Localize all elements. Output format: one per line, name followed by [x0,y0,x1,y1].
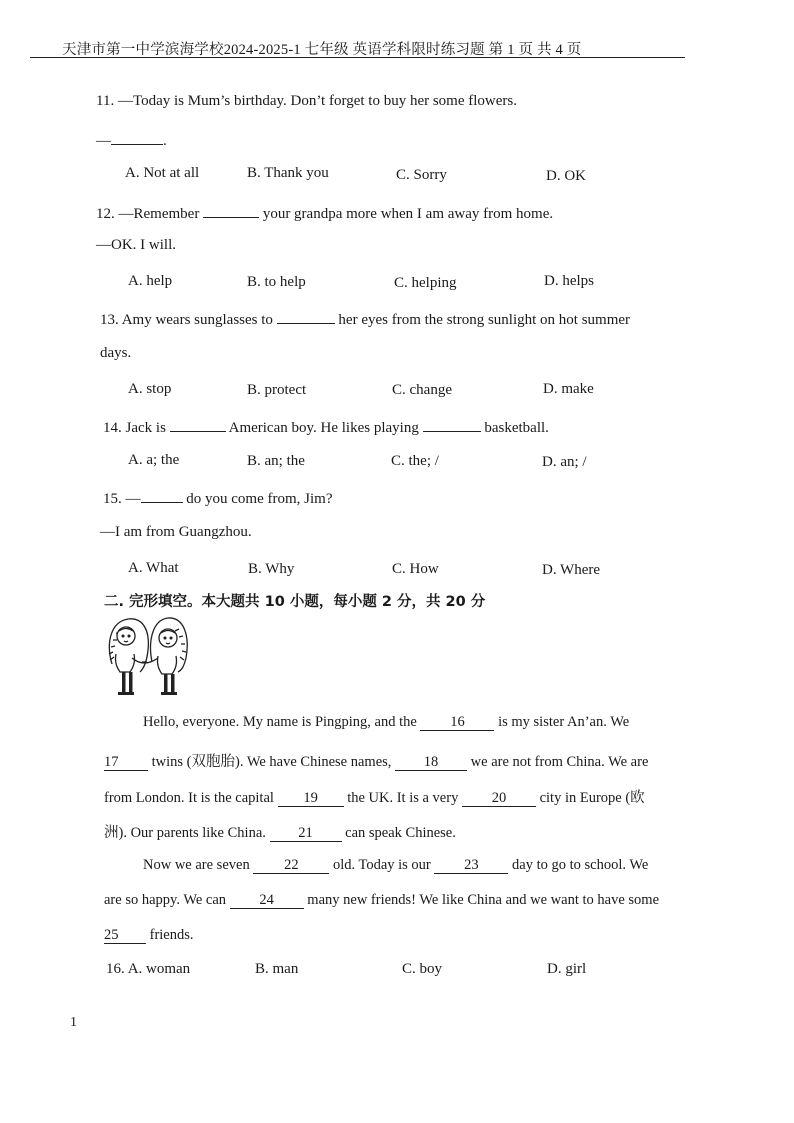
question-number: 12. [96,206,115,222]
question-stem-cont: American boy. He likes playing [228,420,419,436]
passage-line-4 [104,821,456,842]
question-12 [96,203,553,223]
answer-blank[interactable] [277,309,335,324]
page-number: 1 [70,1015,77,1030]
question-stem: — [125,491,141,507]
cloze-blank-19[interactable]: 19 [278,790,344,807]
question-number: 13. [100,312,119,328]
option-b[interactable]: B. Why [248,561,295,577]
option-a[interactable]: A. woman [127,961,191,977]
question-11-reply [96,130,167,150]
option-c[interactable]: C. boy [402,961,443,977]
question-stem-cont: basketball. [484,420,549,436]
option-d[interactable]: D. make [543,381,594,397]
section-title: 二. 完形填空。本大题共 10 小题，每小题 2 分，共 20 分 [104,594,486,610]
question-number: 16. [106,961,125,977]
question-14 [103,417,549,437]
reply-period: . [163,133,167,149]
passage-text: can speak Chinese. [345,825,456,841]
cloze-blank-24[interactable]: 24 [230,892,304,909]
option-d[interactable]: D. an; / [542,454,587,470]
answer-blank[interactable] [141,488,183,503]
option-c[interactable]: C. the; / [391,453,439,469]
option-c[interactable]: C. How [392,561,439,577]
passage-text: Hello, everyone. My name is Pingping, and the [143,714,417,730]
passage-text: we are not from China. We are [470,754,649,770]
question-13 [100,309,630,329]
passage-line-6 [104,892,659,909]
option-b[interactable]: B. man [255,961,299,977]
twin-girls-illustration [104,614,190,698]
passage-text: city in Europe (欧 [539,790,645,806]
option-a[interactable]: A. What [128,560,179,576]
question-12-reply: —OK. I will. [96,237,176,253]
option-c[interactable]: C. helping [394,275,457,291]
cloze-blank-22[interactable]: 22 [253,857,329,874]
option-b[interactable]: B. protect [247,382,307,398]
option-b[interactable]: B. Thank you [247,165,329,181]
passage-line-5 [143,857,648,874]
answer-blank[interactable] [203,203,259,218]
cloze-blank-18[interactable]: 18 [395,754,467,771]
cloze-blank-17[interactable]: 17 [104,754,148,771]
option-b[interactable]: B. to help [247,274,306,290]
passage-text: from London. It is the capital [104,790,274,806]
option-a[interactable]: A. Not at all [125,165,200,181]
option-c[interactable]: C. change [392,382,452,398]
passage-text: are so happy. We can [104,892,227,908]
reply-dash: — [96,133,111,149]
question-16 [106,961,190,978]
passage-text: friends. [149,927,194,943]
question-number: 11. [96,93,115,109]
option-d[interactable]: D. Where [542,562,601,578]
question-11 [96,93,517,110]
question-stem-cont: your grandpa more when I am away from home. [262,206,554,222]
option-a[interactable]: A. a; the [128,452,180,468]
cloze-blank-25[interactable]: 25 [104,927,146,944]
passage-text: the UK. It is a very [347,790,459,806]
option-d[interactable]: D. girl [547,961,587,977]
question-stem: Amy wears sunglasses to [121,312,273,328]
cloze-blank-21[interactable]: 21 [270,825,342,842]
header-divider [30,57,685,58]
passage-text: Now we are seven [143,857,250,873]
passage-line-7 [104,927,194,944]
page-header: 天津市第一中学滨海学校2024-2025-1 七年级 英语学科限时练习题 第 1 页 共 4 页 [62,42,582,58]
answer-blank[interactable] [423,417,481,432]
cloze-blank-16[interactable]: 16 [420,714,494,731]
question-number: 15. [103,491,122,507]
option-a[interactable]: A. help [128,273,173,289]
question-15-reply: —I am from Guangzhou. [100,524,252,540]
question-stem: —Today is Mum’s birthday. Don’t forget to buy her some flowers. [117,93,517,109]
question-stem: Jack is [125,420,166,436]
passage-text: old. Today is our [332,857,431,873]
question-stem: —Remember [118,206,200,222]
passage-text: 洲). Our parents like China. [104,825,266,841]
passage-text: is my sister An’an. We [498,714,630,730]
question-stem-cont: do you come from, Jim? [186,491,333,507]
passage-line-3 [104,786,645,807]
answer-blank[interactable] [170,417,226,432]
cloze-blank-20[interactable]: 20 [462,790,536,807]
option-d[interactable]: D. OK [546,168,586,184]
question-number: 14. [103,420,122,436]
passage-text: many new friends! We like China and we want to have some [307,892,659,908]
passage-line-2 [104,750,648,771]
question-stem-cont: her eyes from the strong sunlight on hot summer [338,312,631,328]
passage-line-1 [143,714,629,731]
option-a[interactable]: A. stop [128,381,172,397]
question-13-cont: days. [100,345,132,361]
passage-text: twins (双胞胎). We have Chinese names, [151,754,392,770]
option-c[interactable]: C. Sorry [396,167,447,183]
answer-blank[interactable] [111,130,163,145]
cloze-blank-23[interactable]: 23 [434,857,508,874]
passage-text: day to go to school. We [512,857,649,873]
option-b[interactable]: B. an; the [247,453,305,469]
question-15 [103,488,332,508]
option-d[interactable]: D. helps [544,273,594,289]
